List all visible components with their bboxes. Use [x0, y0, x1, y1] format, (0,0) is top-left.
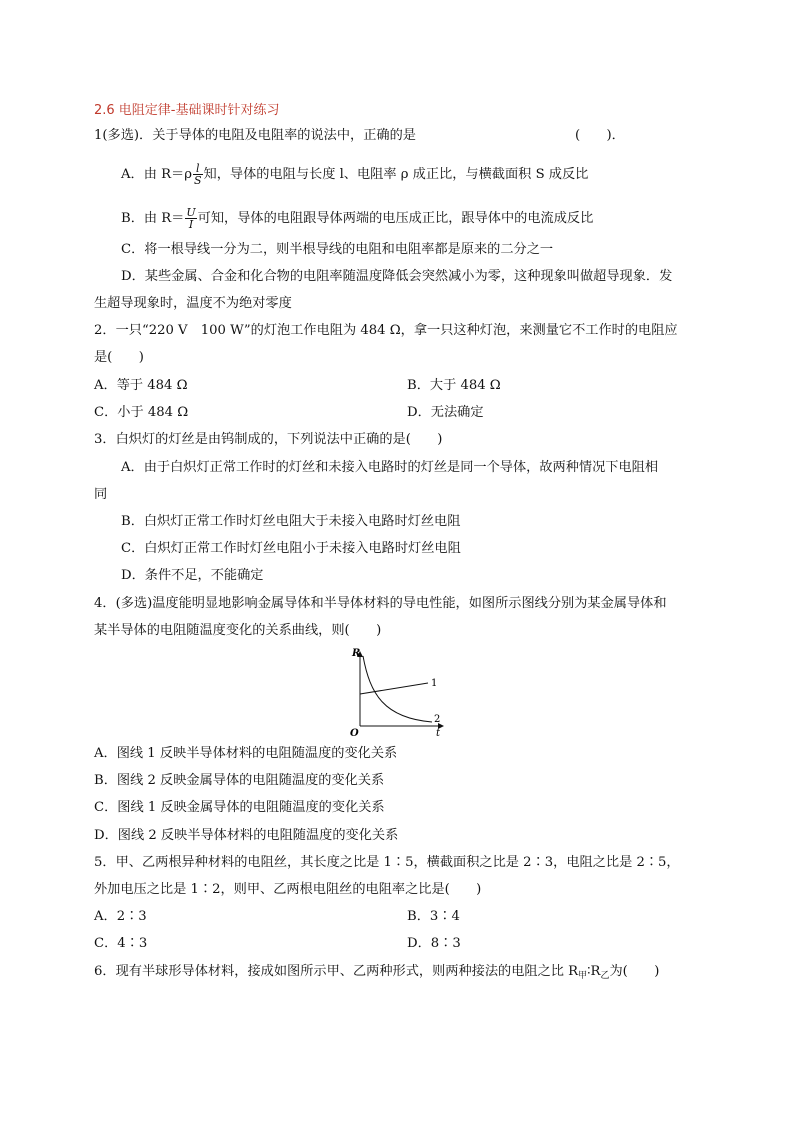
q4-stem-line2: 某半导体的电阻随温度变化的关系曲线，则( )	[94, 623, 382, 638]
q4-option-a: A．图线 1 反映半导体材料的电阻随温度的变化关系	[94, 746, 398, 761]
q4-resistance-temperature-graph	[348, 646, 448, 738]
origin-label: O	[350, 728, 359, 738]
q4-option-b: B．图线 2 反映金属导体的电阻随温度的变化关系	[94, 773, 385, 788]
q5-option-b: B．3∶4	[407, 909, 460, 924]
y-axis-label: R	[352, 648, 361, 659]
q1-b-numerator: U	[186, 206, 196, 219]
q3-option-a-line2: 同	[94, 487, 108, 502]
q4-option-c: C．图线 1 反映金属导体的电阻随温度的变化关系	[94, 800, 385, 815]
q3-option-c: C．白炽灯正常工作时灯丝电阻小于未接入电路时灯丝电阻	[121, 541, 461, 556]
q5-stem-line2: 外加电压之比是 1∶2，则甲、乙两根电阻丝的电阻率之比是( )	[94, 882, 482, 897]
q1-a-denominator: S	[193, 174, 202, 187]
q6-subscript-yi: 乙	[600, 971, 610, 981]
q1-option-c: C．将一根导线一分为二，则半根导线的电阻和电阻率都是原来的二分之一	[121, 242, 554, 257]
q1-b-prefix: B．由 R＝	[121, 211, 185, 226]
q6-stem-suffix: 为( )	[609, 964, 660, 979]
q1-b-fraction	[185, 207, 196, 230]
q1-b-suffix: 可知，导体的电阻跟导体两端的电压成正比，跟导体中的电流成反比	[197, 211, 594, 226]
x-axis-label: t	[436, 728, 441, 738]
q2-option-c: C．小于 484 Ω	[94, 405, 189, 420]
q1-a-fraction	[193, 163, 203, 186]
q1-a-suffix: 知，导体的电阻与长度 l、电阻率 ρ 成正比，与横截面积 S 成反比	[203, 167, 589, 182]
q3-option-d: D．条件不足，不能确定	[121, 568, 264, 583]
q6-stem-mid: ∶R	[587, 964, 601, 979]
q6-stem-prefix: 6．现有半球形导体材料，接成如图所示甲、乙两种形式，则两种接法的电阻之比 R	[94, 964, 579, 979]
q5-stem-line1: 5．甲、乙两根异种材料的电阻丝，其长度之比是 1∶5，横截面积之比是 2∶3，电阻之比是 2∶5，	[94, 855, 680, 870]
q3-option-b: B．白炽灯正常工作时灯丝电阻大于未接入电路时灯丝电阻	[121, 514, 461, 529]
graph-line-1-label: 1	[431, 678, 438, 689]
q4-option-d: D．图线 2 反映半导体材料的电阻随温度的变化关系	[94, 828, 399, 843]
graph-line-2	[363, 656, 432, 722]
q1-option-b	[121, 207, 593, 230]
graph-line-2-label: 2	[434, 714, 441, 725]
q1-option-a	[121, 163, 588, 186]
q2-option-d: D．无法确定	[407, 405, 484, 420]
q2-option-a: A．等于 484 Ω	[94, 378, 188, 393]
q1-a-prefix: A．由 R＝ρ	[121, 167, 192, 182]
q3-option-a-line1: A．由于白炽灯正常工作时的灯丝和未接入电路时的灯丝是同一个导体，故两种情况下电阻相	[121, 460, 659, 475]
q1-answer-paren: ( )．	[575, 128, 625, 143]
q5-option-a: A．2∶3	[94, 909, 147, 924]
q6-stem	[94, 964, 659, 984]
q2-option-b: B．大于 484 Ω	[407, 378, 501, 393]
q4-stem-line1: 4．(多选)温度能明显地影响金属导体和半导体材料的导电性能，如图所示图线分别为某金属导体和	[94, 596, 667, 611]
q1-a-numerator: l	[193, 163, 203, 175]
q6-subscript-jia: 甲	[578, 971, 588, 981]
q5-option-c: C．4∶3	[94, 936, 148, 951]
q2-stem-line2: 是( )	[94, 350, 144, 365]
q1-option-d-line1: D．某些金属、合金和化合物的电阻率随温度降低会突然减小为零，这种现象叫做超导现象．发	[121, 269, 673, 284]
q3-stem: 3．白炽灯的灯丝是由钨制成的，下列说法中正确的是( )	[94, 432, 443, 447]
q5-option-d: D．8∶3	[407, 936, 461, 951]
q1-stem: 1(多选)．关于导体的电阻及电阻率的说法中，正确的是	[94, 128, 416, 143]
page-title: 2.6 电阻定律-基础课时针对练习	[94, 103, 280, 118]
graph-line-1	[360, 683, 428, 694]
q1-b-denominator: I	[188, 218, 194, 231]
q1-option-d-line2: 生超导现象时，温度不为绝对零度	[94, 296, 292, 311]
q2-stem-line1: 2．一只“220 V 100 W”的灯泡工作电阻为 484 Ω，拿一只这种灯泡，来测量它不工作时的电阻应	[94, 323, 678, 338]
